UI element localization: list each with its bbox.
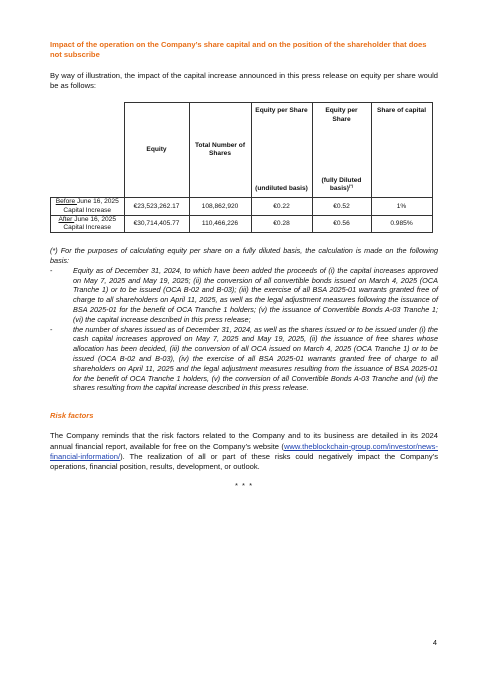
footnote-intro: (*) For the purposes of calculating equity per share on a fully diluted basis, the calculation is made on the following basis: xyxy=(50,246,438,266)
cell-eps-undiluted: €0.22 xyxy=(251,198,312,215)
cell-total-shares: 108,862,920 xyxy=(189,198,251,215)
page-number: 4 xyxy=(432,638,437,647)
row-label: After June 16, 2025 Capital Increase xyxy=(51,215,125,232)
cell-total-shares: 110,466,226 xyxy=(189,215,251,232)
risk-factors-title: Risk factors xyxy=(50,411,94,421)
header-share-capital: Share of capital xyxy=(371,103,432,198)
section-title: Impact of the operation on the Company’s share capital and on the position of the shareholder that does not subscribe xyxy=(50,40,427,60)
cell-eps-diluted: €0.52 xyxy=(312,198,371,215)
list-item xyxy=(50,325,438,394)
header-equity: Equity xyxy=(124,103,189,198)
bullet-text: Equity as of December 31, 2024, to which have been added the proceeds of (i) the capital increases approved on May 7, 2025 and May 19, 2025; (ii) the conversion of all convertible bonds issued on March 4, 2025 (OCA Tranche 1) or to be issued (OCA B-02 and B-03); (iii) the exercise of all BSA 2025-01 warrants granted free of charge to all shareholders on April 11, 2025, as well as the legal adjustment measures following the issuance of BSA 2025-01 for the benefit of OCA Tranche 1 holders; (v) the issuance of Convertible Bonds A-03 Tranche 1; (vi) the capital increase described in this press release; xyxy=(73,265,438,324)
header-total-shares: Total Number of Shares xyxy=(189,103,251,198)
bullet-dash: - xyxy=(50,324,53,334)
list-item xyxy=(50,266,438,325)
bullet-dash: - xyxy=(50,265,53,275)
table-row xyxy=(51,198,433,215)
row-label: Before June 16, 2025 Capital Increase xyxy=(51,198,125,215)
header-blank-cell xyxy=(51,103,125,198)
header-eps-undiluted: Equity per Share (undiluted basis) xyxy=(251,103,312,198)
bullet-text: the number of shares issued as of December 31, 2024, as well as the shares issued or to be issued under (i) the cash capital increases approved on May 7, 2025 and May 19, 2025, (ii) the issuance of free shares whose allocation has been decided, (iii) the conversion of all OCA issued on March 4, 2025 (OCA Tranche 1) or to be issued (OCA B-02 and B-03), (iv) the exercise of all BSA 2025-01 warrants granted free of charge to all shareholders on April 11, 2025 and the legal adjustment measures resulting from the issuance of BSA 2025-01 for the benefit of OCA Tranche 1 holders, (v) the conversion of all Convertible Bonds A-03 Tranche and (vi) the shares resulting from the capital increase described in this press release. xyxy=(73,324,438,393)
equity-table xyxy=(50,102,433,233)
section-separator: * * * xyxy=(234,480,254,490)
cell-equity: €30,714,405.77 xyxy=(124,215,189,232)
cell-share-capital: 0.985% xyxy=(371,215,432,232)
cell-share-capital: 1% xyxy=(371,198,432,215)
header-eps-diluted: Equity per Share (fully Diluted basis)(*) xyxy=(312,103,371,198)
cell-equity: €23,523,262.17 xyxy=(124,198,189,215)
page-content xyxy=(50,40,438,490)
cell-eps-diluted: €0.56 xyxy=(312,215,371,232)
website-link[interactable]: www.theblockchain-group.com/investor/news-financial-information/ xyxy=(50,441,438,461)
intro-paragraph: By way of illustration, the impact of the capital increase announced in this press release on equity per share would be as follows: xyxy=(50,71,438,91)
risk-factors-paragraph: The Company reminds that the risk factors related to the Company and to its business are detailed in its 2024 annual financial report, available for free on the Company’s website (www.theblockchain-group.com/investor/news-financial-information/). The realization of all or part of these risks could negatively impact the Company’s operations, financial position, results, development, or outlook. xyxy=(50,431,438,472)
cell-eps-undiluted: €0.28 xyxy=(251,215,312,232)
table-row xyxy=(51,215,433,232)
table-header-row xyxy=(51,103,433,198)
